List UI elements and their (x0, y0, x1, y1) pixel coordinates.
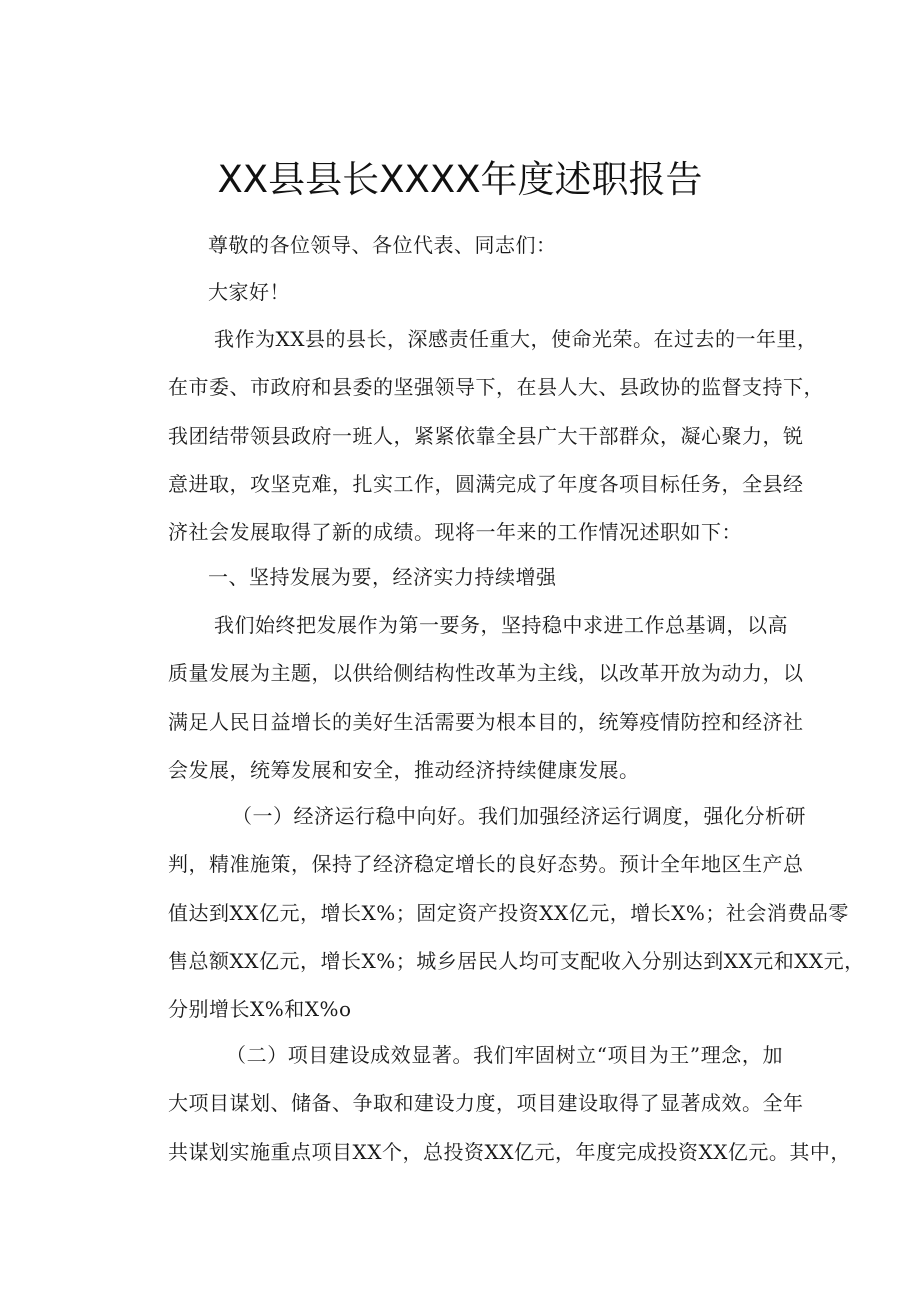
subsection1-paragraph (168, 792, 865, 1033)
paragraph-line: 判，精准施策，保持了经济稳定增长的良好态势。预计全年地区生产总 (168, 852, 804, 877)
paragraph-line: 我作为XX县的县长，深感责任重大，使命光荣。在过去的一年里， (214, 327, 818, 351)
paragraph-line: （二）项目建设成效显著。我们牢固树立“项目为王”理念，加 (226, 1043, 783, 1067)
paragraph-line: 共谋划实施重点项目XX个，总投资XX亿元，年度完成投资XX亿元。其中， (168, 1139, 851, 1164)
section-heading: 一、坚持发展为要，经济实力持续增强 (208, 565, 557, 589)
paragraph-line: 质量发展为主题，以供给侧结构性改革为主线，以改革开放为动力，以 (168, 661, 804, 686)
document-title: XX县县长XXXX年度述职报告 (217, 158, 703, 201)
paragraph-line: 值达到XX亿元，增长X%；固定资产投资XX亿元，增长X%；社会消费品零 (168, 900, 849, 925)
greeting-line: 大家好！ (208, 280, 290, 304)
intro-paragraph (168, 315, 824, 556)
paragraph-line: 大项目谋划、储备、争取和建设力度，项目建设取得了显著成效。全年 (168, 1091, 804, 1116)
salutation-paragraph (168, 221, 783, 269)
salutation-line: 尊敬的各位领导、各位代表、同志们： (208, 233, 557, 257)
paragraph-line: 在市委、市政府和县委的坚强领导下，在县人大、县政协的监督支持下， (168, 375, 824, 400)
paragraph-line: 我团结带领县政府一班人，紧紧依靠全县广大干部群众，凝心聚力，锐 (168, 423, 804, 448)
section-heading-paragraph (168, 553, 783, 601)
paragraph-line: 会发展，统筹发展和安全，推动经济持续健康发展。 (168, 757, 640, 782)
paragraph-line: 满足人民日益增长的美好生活需要为根本目的，统筹疫情防控和经济社 (168, 709, 804, 734)
subsection2-paragraph (168, 1031, 851, 1176)
section1-paragraph (168, 601, 804, 794)
paragraph-line: 意进取，攻坚克难，扎实工作，圆满完成了年度各项目标任务，全县经 (168, 471, 804, 496)
greeting-paragraph (168, 268, 783, 316)
paragraph-line: 我们始终把发展作为第一要务，坚持稳中求进工作总基调，以高 (214, 613, 788, 637)
paragraph-line: 售总额XX亿元，增长X%；城乡居民人均可支配收入分别达到XX元和XX元， (168, 948, 865, 973)
paragraph-line: 济社会发展取得了新的成绩。现将一年来的工作情况述职如下： (168, 520, 742, 545)
paragraph-line: （一）经济运行稳中向好。我们加强经济运行调度，强化分析研 (232, 804, 806, 828)
paragraph-line: 分别增长X%和X%o (168, 997, 352, 1022)
